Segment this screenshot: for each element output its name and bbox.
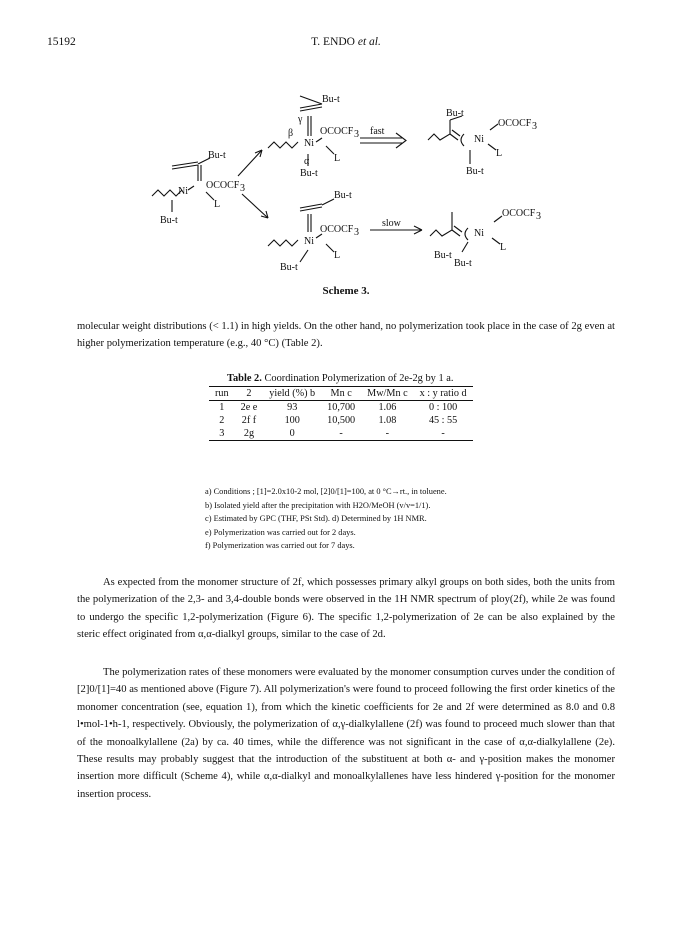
header-yield: yield (%) b: [269, 388, 316, 399]
cell-monomer: 2f f: [241, 415, 257, 426]
svg-text:OCOCF: OCOCF: [320, 224, 354, 235]
polymerization-table: [209, 386, 473, 441]
svg-text:OCOCF: OCOCF: [502, 208, 536, 219]
paragraph-2: As expected from the monomer structure of 2f, which possesses primary alkyl groups on both sides, both the units from the polymerization of the 2,3- and 3,4-double bonds were observed in the 1H NMR spectrum of ploy(2f), while 2e was found to undergo the specific 1,2-polymerization (Figure 6). The specific 1,2-polymerization of 2e can be also explained by the steric effect originated from α,α-dialkyl groups, similar to the case of 2d.: [77, 577, 615, 641]
cell-ratio: 45 : 55: [428, 415, 458, 426]
cell-run: 2: [219, 415, 225, 426]
svg-text:OCOCF: OCOCF: [320, 126, 354, 137]
branch-arrow-down: [242, 194, 268, 218]
scheme-labels: [160, 94, 541, 273]
svg-text:fast: fast: [370, 126, 385, 137]
table-footnotes: [205, 485, 535, 553]
scheme-caption: Scheme 3.: [322, 285, 370, 297]
svg-text:β: β: [288, 128, 294, 139]
svg-text:Ni: Ni: [304, 236, 314, 247]
footnote-b: b) Isolated yield after the precipitation with H2O/MeOH (v/v=1/1).: [205, 500, 431, 510]
svg-text:Bu-t: Bu-t: [454, 258, 472, 269]
table-header-row: [209, 387, 473, 401]
table-title: [227, 373, 495, 384]
branch-arrow-up: [238, 150, 262, 176]
cell-mw-mn: -: [385, 428, 390, 439]
running-head: [0, 36, 692, 48]
table-title-text: Coordination Polymerization of 2e-2g by 1 a.: [264, 373, 454, 384]
cell-ratio: -: [441, 428, 445, 439]
svg-text:L: L: [496, 148, 503, 159]
cell-mw-mn: 1.06: [378, 402, 397, 413]
header-mn: Mn c: [330, 388, 352, 399]
cell-monomer: 2g: [243, 428, 255, 439]
svg-text:Ni: Ni: [474, 228, 484, 239]
svg-text:Bu-t: Bu-t: [334, 190, 352, 201]
running-head-author: T. ENDO: [311, 36, 355, 48]
svg-text:γ: γ: [298, 114, 303, 125]
table-row: [209, 401, 473, 415]
top-right-product: [428, 116, 498, 164]
svg-text:3: 3: [354, 227, 359, 238]
svg-text:Bu-t: Bu-t: [446, 108, 464, 119]
footnote-c-d: c) Estimated by GPC (THF, PSt Std). d) Determined by 1H NMR.: [205, 514, 427, 524]
cell-ratio: 0 : 100: [428, 402, 458, 413]
paragraph-1: molecular weight distributions (< 1.1) in high yields. On the other hand, no polymerization took place in the case of 2g even at higher polymerization temperature (e.g., 40 °C) (Table 2).: [77, 321, 615, 350]
svg-text:Bu-t: Bu-t: [300, 168, 318, 179]
svg-text:Ni: Ni: [474, 134, 484, 145]
svg-text:Bu-t: Bu-t: [160, 215, 178, 226]
cell-mn: 10,500: [327, 415, 356, 426]
cell-run: 3: [219, 428, 225, 439]
cell-mw-mn: 1.08: [378, 415, 397, 426]
svg-text:Bu-t: Bu-t: [434, 250, 452, 261]
svg-text:Bu-t: Bu-t: [466, 166, 484, 177]
cell-mn: 10,700: [327, 402, 356, 413]
footnote-e: e) Polymerization was carried out for 2 days.: [205, 527, 356, 537]
footnote-f: f) Polymerization was carried out for 7 days.: [205, 541, 355, 551]
header-monomer: 2: [246, 388, 252, 399]
cell-mn: -: [339, 428, 343, 439]
svg-text:3: 3: [532, 121, 537, 132]
header-run: run: [215, 388, 229, 399]
page-number: 15192: [47, 36, 76, 48]
svg-text:OCOCF: OCOCF: [498, 118, 532, 129]
svg-text:Ni: Ni: [304, 138, 314, 149]
svg-text:L: L: [500, 242, 507, 253]
cell-run: 1: [219, 402, 225, 413]
left-complex: [152, 158, 214, 212]
svg-text:3: 3: [240, 183, 245, 194]
svg-text:Bu-t: Bu-t: [208, 150, 226, 161]
svg-text:slow: slow: [382, 218, 401, 229]
scheme-3-diagram: [150, 88, 570, 278]
svg-text:L: L: [334, 250, 341, 261]
table-title-label: Table 2.: [227, 373, 262, 384]
table-2: [205, 373, 495, 441]
cell-monomer: 2e e: [240, 402, 258, 413]
svg-text:Bu-t: Bu-t: [280, 262, 298, 273]
cell-yield: 100: [284, 415, 300, 426]
bottom-right-product: [430, 212, 502, 252]
svg-text:α: α: [304, 156, 310, 167]
svg-text:3: 3: [536, 211, 541, 222]
svg-text:Ni: Ni: [178, 186, 188, 197]
header-mw-mn: Mw/Mn c: [367, 388, 408, 399]
svg-text:OCOCF: OCOCF: [206, 180, 240, 191]
table-row: [209, 414, 473, 427]
svg-text:L: L: [214, 199, 221, 210]
svg-text:3: 3: [354, 129, 359, 140]
cell-yield: 0: [289, 428, 295, 439]
cell-yield: 93: [287, 402, 298, 413]
paragraph-3: The polymerization rates of these monomers were evaluated by the monomer consumption curves under the condition of [2]0/[1]=40 as mentioned above (Figure 7). All polymerization's were found to proceed following the first order kinetics of the monomer concentration (see, equation 1), from which the kinetic coefficients for 2e and 2f were determined as 8.0 and 0.8 l•mol-1•h-1, respectively. Obviously, the polymerization of α,γ-dialkylallene (2f) was found to proceed much slower than that of the monoalkylallene (2a) by ca. 40 times, while the difference was not significant in the case of α,α-dialkylallene (2e). These results may probably suggest that the introduction of the substituent at both α- and γ-position makes the monomer insertion more difficult (Scheme 4), while α,α-dialkyl and monoalkylallenes have less hindered γ-position for the monomer insertion process.: [77, 667, 615, 800]
svg-text:L: L: [334, 153, 341, 164]
running-head-etal: et al.: [357, 36, 381, 48]
svg-text:Bu-t: Bu-t: [322, 94, 340, 105]
table-row: [209, 427, 473, 441]
footnote-a: a) Conditions ; [1]=2.0x10-2 mol, [2]0/[1]=100, at 0 °C→rt., in toluene.: [205, 487, 447, 496]
header-ratio: x : y ratio d: [419, 388, 467, 399]
